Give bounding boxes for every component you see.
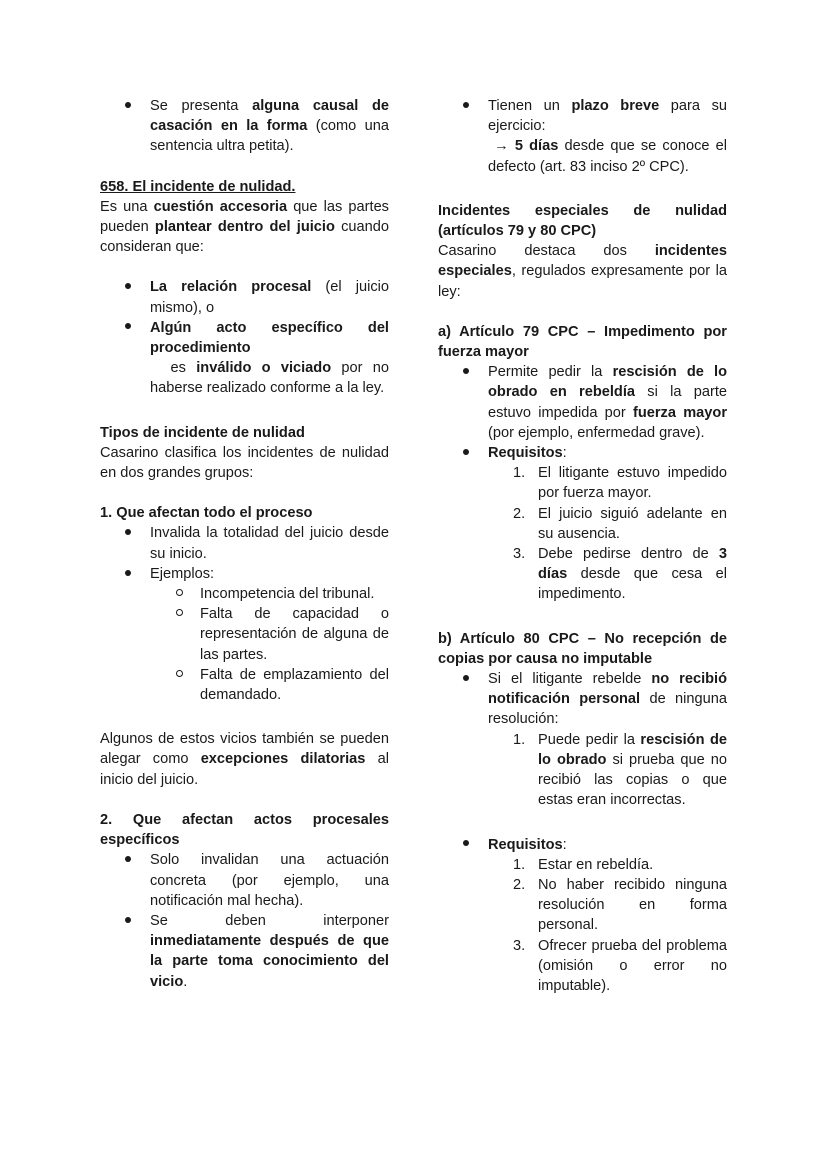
text-run: Permite pedir la — [488, 364, 613, 381]
deadline-list — [438, 96, 727, 177]
list-item — [438, 96, 727, 177]
types-intro: Casarino clasifica los incidentes de nulidad en dos grandes grupos: — [100, 444, 389, 482]
text-run: desde que cesa el impedimento. — [538, 566, 727, 603]
list-item — [100, 850, 389, 911]
bold-text: plantear dentro del juicio — [154, 219, 335, 236]
bullet-icon — [124, 96, 131, 116]
art80-requirements — [438, 855, 727, 996]
bold-text: rescisión de lo obrado — [538, 731, 727, 768]
text-run: Solo invalidan una actuación concreta (por ejemplo, una notificación mal hecha). — [150, 852, 389, 909]
list-item — [100, 96, 389, 157]
right-column — [438, 96, 727, 996]
text-run: si prueba que no recibió las copias o que estas eran incorrectas. — [538, 751, 728, 809]
art80-list — [438, 669, 727, 810]
bold-text: inmediatamente después de que la parte toma conocimiento del vicio — [150, 933, 389, 990]
art79-title: a) Artículo 79 CPC – Impedimento por fuerza mayor — [438, 323, 727, 361]
text-run: Casarino destaca dos — [438, 243, 655, 260]
bullet-icon — [124, 564, 131, 584]
text-run: Debe pedirse dentro de — [538, 546, 719, 563]
text-run: Si el litigante rebelde — [488, 671, 652, 688]
text-run: por no haberse realizado conforme a la ley. — [150, 360, 389, 397]
circle-bullet-icon — [176, 584, 183, 604]
group2-title: 2. Que afectan actos procesales específicos — [100, 811, 389, 849]
bold-text: rescisión de lo obrado en rebeldía — [488, 364, 727, 401]
list-item — [100, 277, 389, 317]
bold-text: Algún acto específico del procedimiento — [150, 319, 389, 357]
circle-bullet-icon — [176, 604, 183, 624]
list-item: Ejemplos: Incompetencia del tribunal. Falta de capacidad o representación de alguna de las partes. Falta de emplazamiento del demandado. — [100, 564, 389, 705]
special-intro — [438, 241, 727, 302]
bullet-icon — [124, 318, 131, 338]
bold-text: excepciones dilatorias — [200, 751, 366, 768]
list-item: 1. El litigante estuvo impedido por fuerza mayor. — [513, 465, 727, 502]
text-run: para su ejercicio: — [488, 98, 727, 135]
bold-text: La relación procesal — [150, 279, 312, 296]
intro-paragraph — [100, 197, 389, 258]
group2-list — [100, 850, 389, 991]
text-run: desde que se conoce el defecto (art. 83 inciso 2º CPC). — [488, 138, 727, 175]
art79-requirements — [438, 463, 727, 604]
bullet-icon — [462, 362, 469, 382]
examples-list — [100, 584, 389, 705]
bullet-icon — [124, 850, 131, 870]
text-run: es — [170, 360, 197, 377]
section-title: 658. El incidente de nulidad. — [100, 178, 296, 195]
circle-bullet-icon — [176, 665, 183, 685]
list-item: 2. No haber recibido ninguna resolución en forma personal. — [513, 876, 727, 934]
art80-title: b) Artículo 80 CPC – No recepción de copias por causa no imputable — [438, 630, 727, 667]
text-run: Se presenta — [150, 98, 253, 114]
conditions-list — [100, 277, 389, 398]
types-title: Tipos de incidente de nulidad — [100, 424, 305, 441]
list-item: Requisitos: 1. El litigante estuvo impedido por fuerza mayor. 2. El juicio siguió adelante en su ausencia. 3. Debe pedirse dentro de 3 días desde que cesa el impedimento. — [438, 443, 727, 605]
bold-text: 5 días — [514, 138, 559, 155]
text-run: → — [494, 138, 515, 155]
list-item: Incompetencia del tribunal. — [100, 584, 389, 604]
list-item: Invalida la totalidad del juicio desde su inicio. — [100, 523, 389, 563]
list-item — [438, 362, 727, 443]
art79-list — [438, 362, 727, 604]
list-item: 1. Estar en rebeldía. — [513, 856, 654, 873]
text-run: al inicio del juicio. — [100, 751, 389, 788]
list-item: Requisitos: 1. Estar en rebeldía. 2. No haber recibido ninguna resolución en forma personal. 3. Ofrecer prueba del problema (omisión o error no imputable). — [438, 835, 727, 997]
text-run: (el juicio mismo), o — [150, 279, 389, 316]
list-item: 3. Debe pedirse dentro de 3 días desde que cesa el impedimento. — [513, 546, 727, 603]
bold-text: incidentes especiales — [438, 243, 727, 280]
bullet-icon — [124, 911, 131, 931]
text-run: Tienen un — [488, 98, 572, 114]
text-run: Se deben interponer — [150, 912, 389, 929]
text-run: Es una — [100, 198, 154, 215]
bold-text: plazo breve — [571, 98, 660, 114]
art80-sublist — [438, 730, 727, 811]
text-run: si la parte estuvo impedida por — [488, 384, 728, 421]
text-run: de ninguna resolución: — [488, 691, 727, 728]
bullet-icon — [462, 96, 469, 116]
bullet-icon — [462, 443, 469, 463]
text-run: (como una sentencia ultra petita). — [150, 118, 389, 155]
top-bullet-list — [100, 96, 389, 157]
text-run: que las partes pueden — [100, 198, 389, 236]
bold-text: 3 días — [538, 546, 727, 583]
group1-note — [100, 729, 389, 790]
text-run: El litigante estuvo impedido por fuerza mayor. — [538, 465, 727, 502]
bold-text: alguna causal de casación en la forma — [150, 98, 389, 135]
bullet-icon — [124, 523, 131, 543]
text-run: , regulados expresamente por la ley: — [438, 263, 727, 300]
bold-text: fuerza mayor — [632, 404, 727, 421]
list-item: 1. Puede pedir la rescisión de lo obrado si prueba que no recibió las copias o que estas eran incorrectas. — [513, 731, 728, 809]
bold-text: no recibió notificación personal — [488, 671, 728, 708]
bullet-icon — [124, 277, 131, 297]
list-item: 2. El juicio siguió adelante en su ausencia. — [513, 505, 727, 542]
group1-list — [100, 523, 389, 705]
list-item — [100, 318, 389, 399]
list-item: 3. Ofrecer prueba del problema (omisión o error no imputable). — [513, 937, 727, 994]
art80-requirements-list — [438, 835, 727, 997]
text-run: . — [183, 973, 188, 990]
text-run: El juicio siguió adelante en su ausencia. — [538, 505, 727, 542]
list-item: Falta de emplazamiento del demandado. — [100, 665, 389, 705]
list-item — [438, 669, 727, 810]
text-run: (por ejemplo, enfermedad grave). — [488, 424, 705, 441]
special-title: Incidentes especiales de nulidad (artículos 79 y 80 CPC) — [438, 202, 727, 240]
bullet-icon — [462, 835, 469, 855]
bold-text: inválido o viciado — [196, 360, 332, 377]
text-run: Algunos de estos vicios también se pueden alegar como — [100, 731, 389, 768]
list-item — [100, 911, 389, 992]
text-run: cuando consideran que: — [100, 219, 389, 256]
group1-title: 1. Que afectan todo el proceso — [100, 505, 313, 522]
bold-text: cuestión accesoria — [153, 198, 288, 215]
bullet-icon — [462, 669, 469, 689]
left-column — [100, 96, 389, 992]
list-item: Falta de capacidad o representación de alguna de las partes. — [100, 604, 389, 665]
text-run: Puede pedir la — [538, 731, 641, 748]
